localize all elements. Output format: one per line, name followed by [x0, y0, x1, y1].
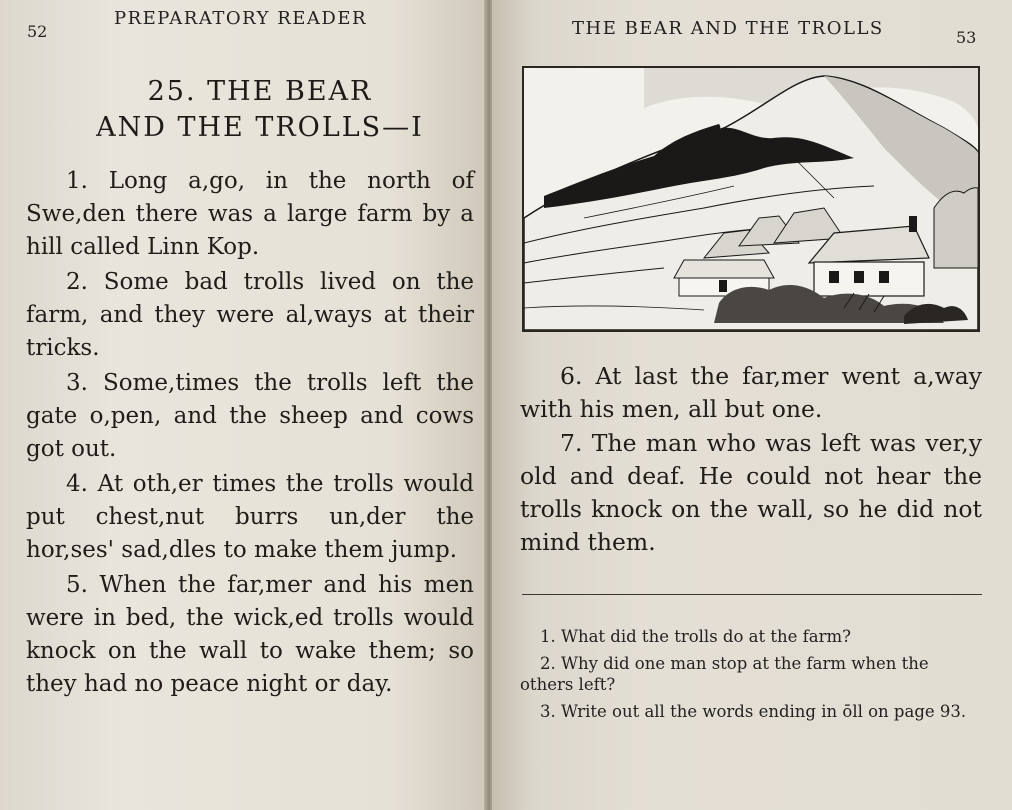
left-body-text — [26, 165, 474, 701]
chapter-title-line: AND THE TROLLS—I — [96, 112, 424, 143]
farm-illustration — [522, 66, 980, 332]
question-item: 1. What did the trolls do at the farm? — [540, 627, 851, 646]
paragraph: 4. At oth,er times the trolls would put chest,nut burrs un,der the hor,ses' sad,dles to make them jump. — [26, 471, 474, 563]
left-page — [0, 0, 488, 810]
paragraph: 2. Some bad trolls lived on the farm, and they were al,ways at their tricks. — [26, 269, 474, 361]
paragraph: 1. Long a,go, in the north of Swe,den there was a large farm by a hill called Linn Kop. — [26, 168, 474, 260]
question-item: 3. Write out all the words ending in ōll on page 93. — [540, 702, 967, 721]
right-body-text — [520, 360, 982, 559]
paragraph: 7. The man who was left was ver,y old and deaf. He could not hear the trolls knock on the wall, so he did not mind them. — [520, 429, 982, 556]
question-item: 2. Why did one man stop at the farm when the others left? — [520, 654, 929, 694]
paragraph: 5. When the far,mer and his men were in bed, the wick,ed trolls would knock on the wall to wake them; so they had no peace night or day. — [26, 572, 474, 697]
chapter-title-line: 25. THE BEAR — [147, 76, 373, 107]
section-rule — [522, 594, 982, 595]
page-number: 52 — [27, 22, 48, 41]
study-questions — [520, 626, 986, 728]
chapter-title — [40, 74, 480, 146]
running-head: PREPARATORY READER — [114, 8, 368, 29]
running-head: THE BEAR AND THE TROLLS — [572, 18, 884, 39]
page-number: 53 — [956, 28, 977, 47]
farm-hill-drawing — [524, 68, 978, 330]
paragraph: 6. At last the far,mer went a,way with his men, all but one. — [520, 362, 982, 423]
paragraph: 3. Some,times the trolls left the gate o,pen, and the sheep and cows got out. — [26, 370, 474, 462]
